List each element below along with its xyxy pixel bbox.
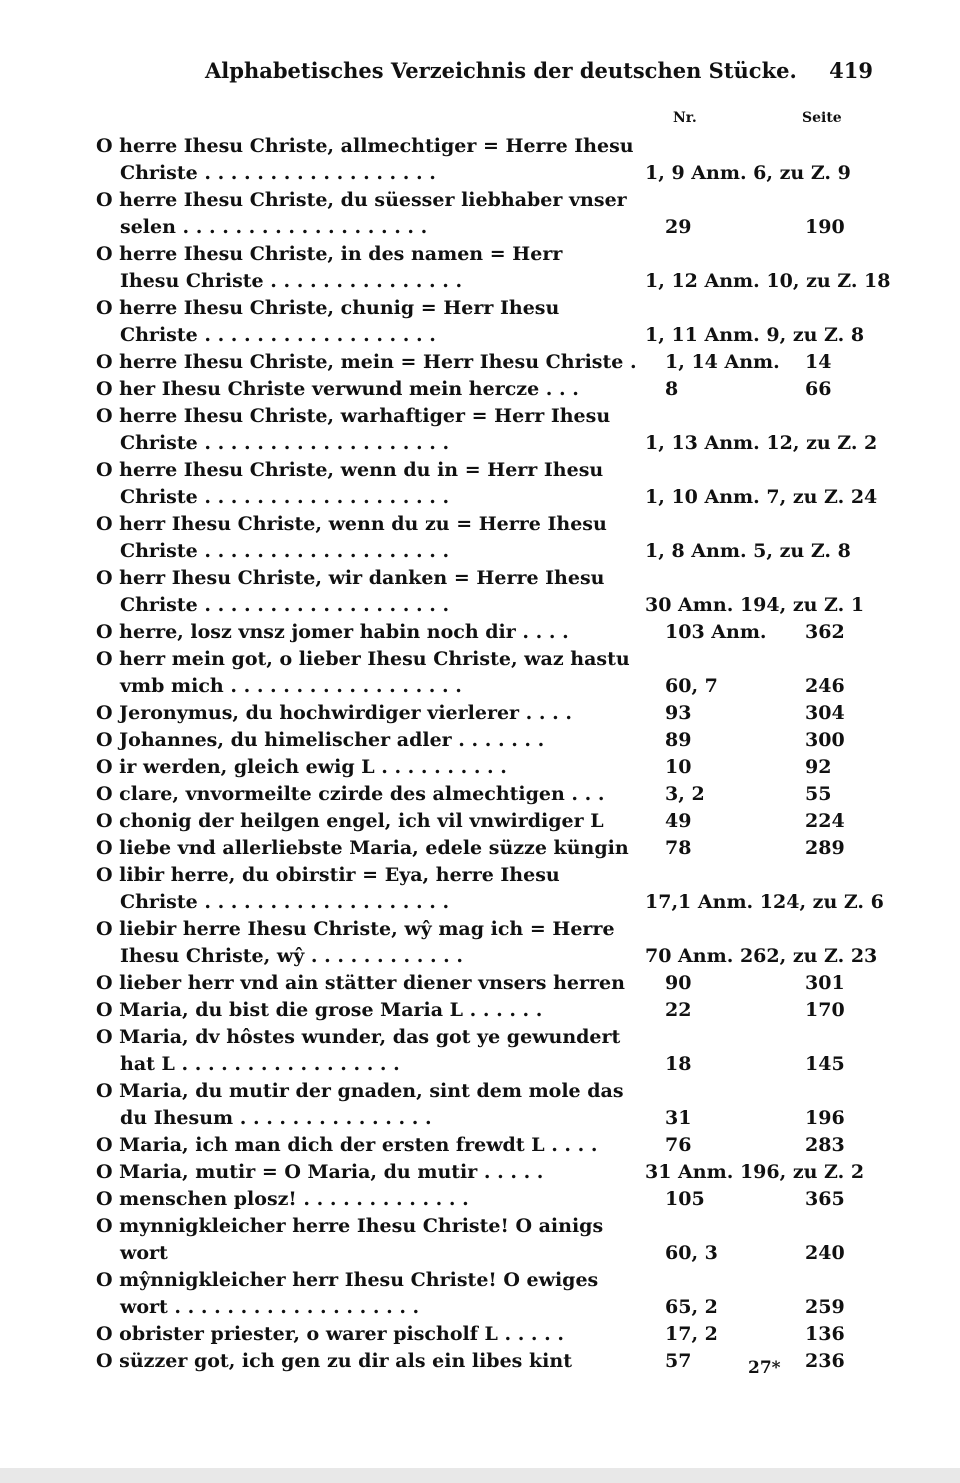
- index-entry: [0, 403, 960, 457]
- entry-continuation-line: [0, 943, 960, 970]
- entry-nr: 105: [665, 1188, 705, 1210]
- entry-ref-combined: 17,1 Anm. 124, zu Z. 6: [645, 891, 884, 913]
- entry-incipit-line: [0, 1348, 960, 1375]
- entry-text: O Maria, du mutir der gnaden, sint dem mole das: [96, 1080, 624, 1102]
- entry-continuation-line: [0, 1051, 960, 1078]
- entry-reference: [645, 1294, 880, 1321]
- entry-continuation-line: [0, 322, 960, 349]
- entry-text: O herre Ihesu Christe, allmechtiger = Herre Ihesu: [96, 135, 634, 157]
- index-entry: [0, 565, 960, 619]
- entry-ref-combined: 70 Anm. 262, zu Z. 23: [645, 945, 878, 967]
- entry-ref-combined: 31 Anm. 196, zu Z. 2: [645, 1161, 865, 1183]
- index-entry: [0, 1159, 960, 1186]
- entry-reference: [645, 700, 880, 727]
- index-entry: [0, 1267, 960, 1321]
- entry-text: O liebe vnd allerliebste Maria, edele süzze küngin: [96, 837, 629, 859]
- entry-text: O ir werden, gleich ewig L . . . . . . . . . .: [96, 756, 507, 778]
- index-entry: [0, 295, 960, 349]
- entry-text: O clare, vnvormeilte czirde des almechtigen . . .: [96, 783, 605, 805]
- entry-text: Christe . . . . . . . . . . . . . . . . . . .: [120, 432, 450, 454]
- index-entry: [0, 1321, 960, 1348]
- entry-text: O mŷnnigkleicher herr Ihesu Christe! O ewiges: [96, 1269, 599, 1291]
- entry-seite: 145: [805, 1053, 845, 1075]
- entry-text: O herr mein got, o lieber Ihesu Christe, waz hastu: [96, 648, 630, 670]
- index-entry: [0, 1213, 960, 1267]
- entry-text: O obrister priester, o warer pischolf L . . . . .: [96, 1323, 565, 1345]
- index-entry: [0, 133, 960, 187]
- entry-text: O Maria, du bist die grose Maria L . . . . . .: [96, 999, 543, 1021]
- entry-reference: [645, 1159, 880, 1186]
- entry-reference: [645, 1186, 880, 1213]
- entry-ref-combined: 1, 10 Anm. 7, zu Z. 24: [645, 486, 878, 508]
- entry-incipit-line: [0, 835, 960, 862]
- entry-incipit-line: [0, 1132, 960, 1159]
- entry-reference: [645, 160, 880, 187]
- entry-text: O Jeronymus, du hochwirdiger vierlerer . . . .: [96, 702, 572, 724]
- entry-nr: 57: [665, 1350, 692, 1372]
- entry-text: O herre Ihesu Christe, mein = Herr Ihesu Christe .: [96, 351, 637, 373]
- entry-ref-combined: 1, 12 Anm. 10, zu Z. 18: [645, 270, 891, 292]
- index-entry: [0, 1348, 960, 1375]
- page-bottom-edge: [0, 1468, 960, 1483]
- entry-nr: 78: [665, 837, 692, 859]
- printer-signature: 27*: [748, 1358, 781, 1378]
- entry-seite: 362: [805, 621, 845, 643]
- index-entry: [0, 646, 960, 700]
- entry-seite: 14: [805, 351, 832, 373]
- entry-text: O herre Ihesu Christe, wenn du in = Herr Ihesu: [96, 459, 604, 481]
- entry-incipit-line: [0, 376, 960, 403]
- entry-text: O Maria, mutir = O Maria, du mutir . . . . .: [96, 1161, 544, 1183]
- entry-continuation-line: [0, 889, 960, 916]
- index-entry: [0, 376, 960, 403]
- entry-text: selen . . . . . . . . . . . . . . . . . . .: [120, 216, 428, 238]
- entry-text: vmb mich . . . . . . . . . . . . . . . . . .: [120, 675, 462, 697]
- entry-reference: [645, 430, 880, 457]
- entry-seite: 196: [805, 1107, 845, 1129]
- entry-incipit-line: [0, 1267, 960, 1294]
- entry-nr: 76: [665, 1134, 692, 1156]
- entry-incipit-line: [0, 241, 960, 268]
- entry-reference: [645, 1240, 880, 1267]
- entry-seite: 170: [805, 999, 845, 1021]
- index-entry: [0, 349, 960, 376]
- entry-nr: 8: [665, 378, 679, 400]
- entry-seite: 301: [805, 972, 845, 994]
- entry-seite: 365: [805, 1188, 845, 1210]
- index-entry: [0, 1078, 960, 1132]
- entry-reference: [645, 889, 884, 916]
- entry-text: Christe . . . . . . . . . . . . . . . . . .: [120, 162, 436, 184]
- entry-seite: 92: [805, 756, 832, 778]
- column-headers: [0, 110, 960, 130]
- entry-reference: [645, 592, 880, 619]
- entry-seite: 136: [805, 1323, 845, 1345]
- index-entry: [0, 754, 960, 781]
- entry-reference: [645, 538, 880, 565]
- entry-nr: 65, 2: [665, 1296, 718, 1318]
- entry-reference: [645, 349, 880, 376]
- entry-incipit-line: [0, 565, 960, 592]
- entry-incipit-line: [0, 295, 960, 322]
- entry-incipit-line: [0, 970, 960, 997]
- index-entry: [0, 970, 960, 997]
- entry-incipit-line: [0, 1321, 960, 1348]
- entry-reference: [645, 1132, 880, 1159]
- entry-ref-combined: 1, 13 Anm. 12, zu Z. 2: [645, 432, 878, 454]
- index-entry: [0, 1186, 960, 1213]
- entry-text: Christe . . . . . . . . . . . . . . . . . . .: [120, 891, 450, 913]
- entry-incipit-line: [0, 700, 960, 727]
- entry-reference: [645, 1105, 880, 1132]
- index-entry: [0, 916, 960, 970]
- index-list: [0, 133, 960, 1375]
- entry-text: O herr Ihesu Christe, wir danken = Herre Ihesu: [96, 567, 605, 589]
- running-header: [205, 58, 873, 88]
- entry-seite: 224: [805, 810, 845, 832]
- entry-text: Christe . . . . . . . . . . . . . . . . . . .: [120, 594, 450, 616]
- entry-nr: 18: [665, 1053, 692, 1075]
- entry-reference: [645, 673, 880, 700]
- entry-nr: 1, 14 Anm.: [665, 351, 780, 373]
- entry-text: O herre Ihesu Christe, in des namen = Herr: [96, 243, 563, 265]
- entry-text: O her Ihesu Christe verwund mein hercze . . .: [96, 378, 579, 400]
- index-entry: [0, 457, 960, 511]
- entry-continuation-line: [0, 538, 960, 565]
- entry-text: O lieber herr vnd ain stätter diener vnsers herren: [96, 972, 625, 994]
- index-entry: [0, 187, 960, 241]
- entry-reference: [645, 943, 880, 970]
- index-entry: [0, 1132, 960, 1159]
- entry-seite: 300: [805, 729, 845, 751]
- entry-text: du Ihesum . . . . . . . . . . . . . . .: [120, 1107, 432, 1129]
- entry-continuation-line: [0, 1240, 960, 1267]
- entry-continuation-line: [0, 268, 960, 295]
- entry-nr: 3, 2: [665, 783, 705, 805]
- entry-incipit-line: [0, 619, 960, 646]
- entry-incipit-line: [0, 511, 960, 538]
- entry-continuation-line: [0, 1294, 960, 1321]
- entry-incipit-line: [0, 997, 960, 1024]
- entry-incipit-line: [0, 808, 960, 835]
- index-entry: [0, 511, 960, 565]
- entry-seite: 190: [805, 216, 845, 238]
- entry-seite: 236: [805, 1350, 845, 1372]
- entry-reference: [645, 808, 880, 835]
- entry-nr: 60, 7: [665, 675, 718, 697]
- column-header-seite: Seite: [802, 110, 842, 126]
- entry-continuation-line: [0, 592, 960, 619]
- entry-text: wort: [120, 1242, 168, 1264]
- entry-incipit-line: [0, 1186, 960, 1213]
- entry-seite: 304: [805, 702, 845, 724]
- entry-incipit-line: [0, 916, 960, 943]
- entry-text: Ihesu Christe . . . . . . . . . . . . . . .: [120, 270, 463, 292]
- index-entry: [0, 700, 960, 727]
- entry-incipit-line: [0, 349, 960, 376]
- entry-reference: [645, 835, 880, 862]
- entry-nr: 31: [665, 1107, 692, 1129]
- entry-seite: 240: [805, 1242, 845, 1264]
- entry-incipit-line: [0, 1213, 960, 1240]
- entry-nr: 89: [665, 729, 692, 751]
- entry-incipit-line: [0, 1024, 960, 1051]
- index-entry: [0, 862, 960, 916]
- entry-text: O Maria, ich man dich der ersten frewdt L . . . .: [96, 1134, 598, 1156]
- page-title: Alphabetisches Verzeichnis der deutschen Stücke.: [205, 58, 797, 83]
- entry-reference: [645, 970, 880, 997]
- entry-seite: 55: [805, 783, 832, 805]
- entry-reference: [645, 727, 880, 754]
- entry-incipit-line: [0, 1078, 960, 1105]
- entry-ref-combined: 1, 8 Anm. 5, zu Z. 8: [645, 540, 851, 562]
- entry-continuation-line: [0, 214, 960, 241]
- entry-nr: 93: [665, 702, 692, 724]
- entry-text: Christe . . . . . . . . . . . . . . . . . .: [120, 324, 436, 346]
- entry-text: wort . . . . . . . . . . . . . . . . . . .: [120, 1296, 420, 1318]
- entry-incipit-line: [0, 133, 960, 160]
- entry-nr: 10: [665, 756, 692, 778]
- entry-continuation-line: [0, 160, 960, 187]
- entry-text: O herre, losz vnsz jomer habin noch dir . . . .: [96, 621, 569, 643]
- entry-continuation-line: [0, 1105, 960, 1132]
- entry-incipit-line: [0, 781, 960, 808]
- entry-text: O menschen plosz! . . . . . . . . . . . . .: [96, 1188, 469, 1210]
- index-entry: [0, 808, 960, 835]
- entry-reference: [645, 997, 880, 1024]
- entry-nr: 49: [665, 810, 692, 832]
- entry-incipit-line: [0, 862, 960, 889]
- entry-nr: 90: [665, 972, 692, 994]
- entry-text: O chonig der heilgen engel, ich vil vnwirdiger L: [96, 810, 604, 832]
- entry-nr: 29: [665, 216, 692, 238]
- index-entry: [0, 619, 960, 646]
- page-number: 419: [829, 58, 873, 83]
- entry-continuation-line: [0, 673, 960, 700]
- index-entry: [0, 727, 960, 754]
- entry-incipit-line: [0, 457, 960, 484]
- entry-reference: [645, 376, 880, 403]
- index-entry: [0, 781, 960, 808]
- entry-reference: [645, 754, 880, 781]
- entry-text: O herre Ihesu Christe, chunig = Herr Ihesu: [96, 297, 560, 319]
- entry-ref-combined: 30 Amn. 194, zu Z. 1: [645, 594, 865, 616]
- entry-incipit-line: [0, 754, 960, 781]
- entry-incipit-line: [0, 403, 960, 430]
- entry-nr: 60, 3: [665, 1242, 718, 1264]
- entry-text: hat L . . . . . . . . . . . . . . . . .: [120, 1053, 400, 1075]
- entry-text: O mynnigkleicher herre Ihesu Christe! O ainigs: [96, 1215, 604, 1237]
- entry-text: O Maria, dv hôstes wunder, das got ye gewundert: [96, 1026, 621, 1048]
- entry-text: O herr Ihesu Christe, wenn du zu = Herre Ihesu: [96, 513, 607, 535]
- entry-seite: 246: [805, 675, 845, 697]
- entry-ref-combined: 1, 11 Anm. 9, zu Z. 8: [645, 324, 865, 346]
- entry-text: O herre Ihesu Christe, du süesser liebhaber vnser: [96, 189, 627, 211]
- entry-text: O libir herre, du obirstir = Eya, herre Ihesu: [96, 864, 560, 886]
- entry-text: Christe . . . . . . . . . . . . . . . . . . .: [120, 486, 450, 508]
- column-header-nr: Nr.: [673, 110, 697, 126]
- entry-seite: 259: [805, 1296, 845, 1318]
- entry-reference: [645, 781, 880, 808]
- entry-seite: 66: [805, 378, 832, 400]
- entry-text: O liebir herre Ihesu Christe, wŷ mag ich = Herre: [96, 918, 615, 940]
- entry-continuation-line: [0, 484, 960, 511]
- entry-reference: [645, 1321, 880, 1348]
- entry-reference: [645, 214, 880, 241]
- entry-seite: 283: [805, 1134, 845, 1156]
- entry-incipit-line: [0, 187, 960, 214]
- entry-text: O herre Ihesu Christe, warhaftiger = Herr Ihesu: [96, 405, 611, 427]
- entry-seite: 289: [805, 837, 845, 859]
- entry-incipit-line: [0, 646, 960, 673]
- entry-ref-combined: 1, 9 Anm. 6, zu Z. 9: [645, 162, 851, 184]
- entry-incipit-line: [0, 1159, 960, 1186]
- entry-nr: 22: [665, 999, 692, 1021]
- entry-reference: [645, 1051, 880, 1078]
- entry-reference: [645, 268, 891, 295]
- entry-incipit-line: [0, 727, 960, 754]
- entry-text: Ihesu Christe, wŷ . . . . . . . . . . . .: [120, 945, 464, 967]
- entry-text: Christe . . . . . . . . . . . . . . . . . . .: [120, 540, 450, 562]
- entry-nr: 103 Anm.: [665, 621, 767, 643]
- entry-reference: [645, 619, 880, 646]
- entry-continuation-line: [0, 430, 960, 457]
- entry-text: O Johannes, du himelischer adler . . . . . . .: [96, 729, 545, 751]
- entry-text: O süzzer got, ich gen zu dir als ein libes kint: [96, 1350, 572, 1372]
- index-entry: [0, 835, 960, 862]
- index-entry: [0, 241, 960, 295]
- entry-nr: 17, 2: [665, 1323, 718, 1345]
- entry-reference: [645, 484, 880, 511]
- entry-reference: [645, 322, 880, 349]
- index-entry: [0, 1024, 960, 1078]
- index-entry: [0, 997, 960, 1024]
